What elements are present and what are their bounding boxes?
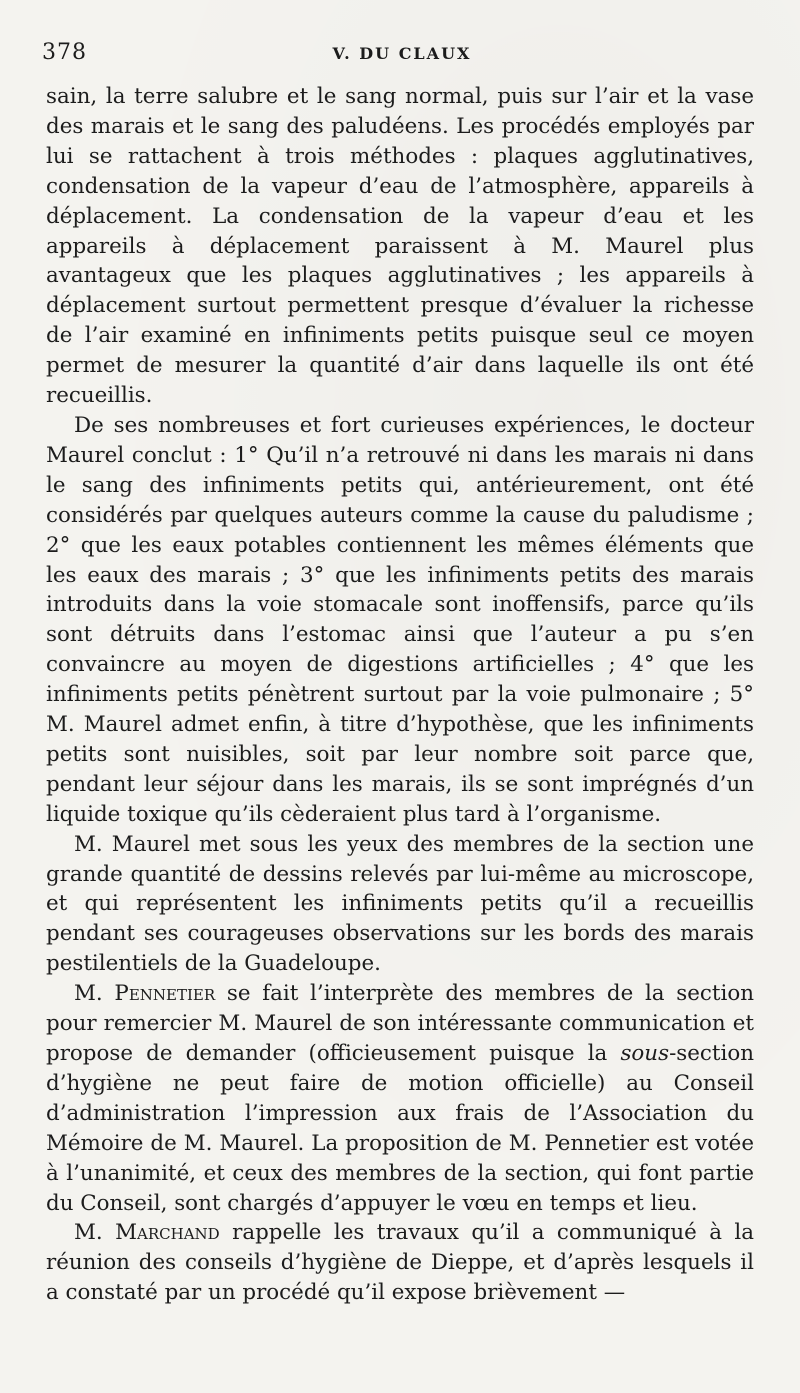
body-text: [46, 82, 754, 1308]
paragraph-2: De ses nombreuses et fort curieuses expériences, le docteur Maurel conclut : 1° Qu’il n’a retrouvé ni dans les marais ni dans le sang des infiniments petits qui, antérieurement, ont été considérés par quelques auteurs comme la cause du paludisme ; 2° que les eaux potables contiennent les mêmes éléments que les eaux des marais ; 3° que les infiniments petits des marais introduits dans la voie stomacale sont inoffensifs, parce qu’ils sont détruits dans l’estomac ainsi que l’auteur a pu s’en convaincre au moyen de digestions artificielles ; 4° que les infiniments petits pénètrent surtout par la voie pulmonaire ; 5° M. Maurel admet enfin, à titre d’hypothèse, que les infiniments petits sont nuisibles, soit par leur nombre soit parce que, pendant leur séjour dans les marais, ils se sont imprégnés d’un liquide toxique qu’ils cèderaient plus tard à l’organisme.: [46, 412, 754, 827]
page-header: [42, 40, 762, 70]
paragraph-1: sain, la terre salubre et le sang normal, puis sur l’air et la vase des marais et le sang des paludéens. Les procédés employés par lui se rattachent à trois méthodes : plaques agglutinatives, condensation de la vapeur d’eau de l’atmosphère, appareils à déplacement. La condensation de la vapeur d’eau et les appareils à déplacement paraissent à M. Maurel plus avantageux que les plaques agglutinatives ; les appareils à déplacement surtout permettent presque d’évaluer la richesse de l’air examiné en infiniments petits puisque seul ce moyen permet de mesurer la quantité d’air dans laquelle ils ont été recueillis.: [46, 84, 754, 409]
page-number: 378: [42, 40, 87, 65]
paragraph-5: [46, 1218, 754, 1308]
paragraph-5-text: rappelle les travaux qu’il a communiqué à la réunion des conseils d’hygiène de Dieppe, et d’après lesquels il a constaté par un procédé qu’il expose brièvement —: [46, 1220, 754, 1306]
speaker-name: M. Marchand: [74, 1220, 220, 1246]
paragraph-4-text-after: -section d’hygiène ne peut faire de motion officielle) au Conseil d’administration l’impression aux frais de l’Association du Mémoire de M. Maurel. La proposition de M. Pennetier est votée à l’unanimité, et ceux des membres de la section, qui font partie du Conseil, sont chargés d’appuyer le vœu en temps et lieu.: [46, 1041, 754, 1216]
paragraph-4-text: se fait l’interprète des membres de la section pour remercier M. Maurel de son intéressante communication et propose de demander (officieusement puisque la: [46, 981, 754, 1066]
paragraph-3: M. Maurel met sous les yeux des membres de la section une grande quantité de dessins relevés par lui-même au microscope, et qui représentent les infiniments petits qu’il a recueillis pendant ses courageuses observations sur les bords des marais pestilentiels de la Guadeloupe.: [46, 831, 754, 977]
italic-word: sous: [620, 1041, 670, 1066]
speaker-name: M. Pennetier: [74, 981, 216, 1007]
running-title: V. DU CLAUX: [332, 44, 472, 63]
paragraph-4: [46, 979, 754, 1218]
